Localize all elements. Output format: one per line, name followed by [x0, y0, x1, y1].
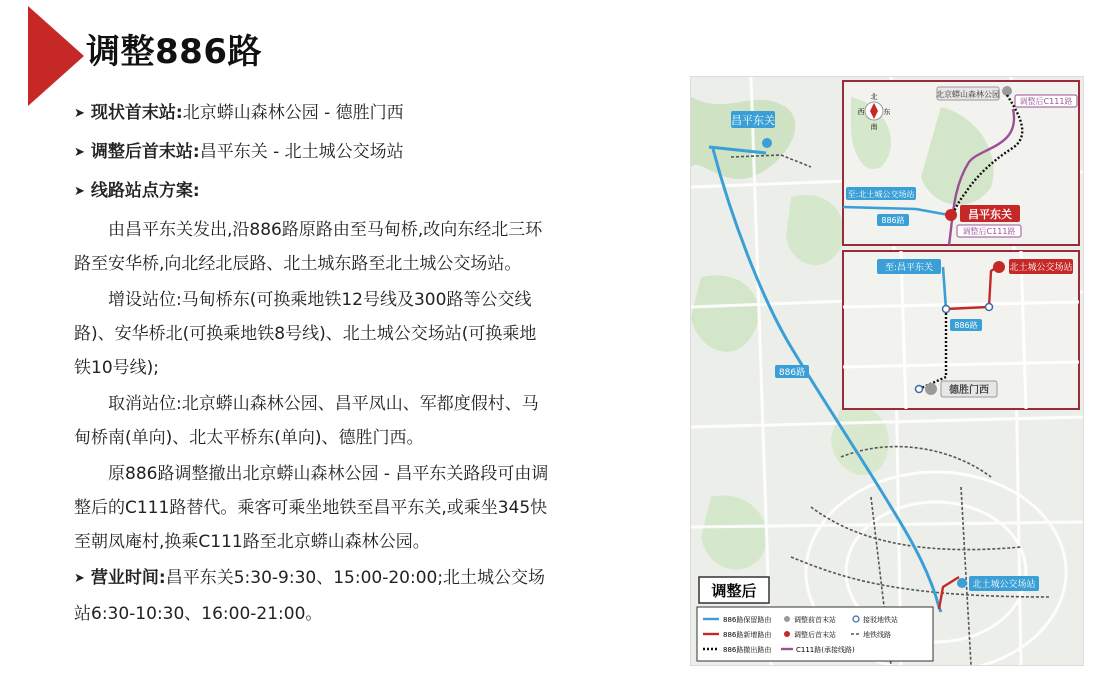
- operating-hours: [74, 561, 549, 631]
- bullet-arrow-icon: ➤: [74, 145, 85, 160]
- adjusted-terminals: [74, 135, 549, 171]
- title-accent-triangle: [28, 6, 84, 106]
- inset2-old-terminal-label: 德胜门西: [949, 385, 989, 396]
- old-terminal-marker: [1002, 86, 1012, 96]
- current-terminals-value: 北京蟒山森林公园 - 德胜门西: [182, 103, 404, 123]
- route-plan-paragraph-added-stops: 增设站位:马甸桥东(可换乘地铁12号线及300路等公交线路)、安华桥北(可换乘地铁8号线)、北土城公交场站(可换乘地铁10号线);: [74, 290, 537, 378]
- operating-hours-label: 营业时间:: [90, 568, 166, 588]
- inset1-c111-top-label: 调整后C111路: [1019, 97, 1073, 106]
- legend-new-terminal: 调整后首末站: [794, 631, 836, 639]
- end-station-label: 北土城公交场站: [972, 580, 1036, 590]
- compass-west: 西: [857, 108, 865, 116]
- current-terminals: [74, 96, 549, 132]
- inset-map-changping: [843, 81, 1079, 245]
- inset2-route-label: 886路: [954, 321, 978, 330]
- inset1-old-terminal-label: 北京蟒山森林公园: [936, 90, 1000, 99]
- start-station-label: 昌平东关: [731, 114, 775, 127]
- route-plan-heading: [74, 174, 549, 210]
- operating-hours-value: 昌平东关5:30-9:30、15:00-20:00;北土城公交场站6:30-10:30、16:00-21:00。: [74, 568, 546, 624]
- inset1-c111-bottom-label: 调整后C111路: [962, 227, 1016, 236]
- bullet-arrow-icon: ➤: [74, 571, 85, 586]
- inset1-route-label: 886路: [881, 216, 905, 225]
- current-terminals-label: 现状首末站:: [90, 103, 183, 123]
- route-label: 886路: [778, 368, 806, 378]
- legend-transfer: 接驳地铁站: [863, 616, 898, 624]
- legend-c111: C111路(承接线路): [796, 646, 855, 654]
- inset-map-beitucheng: [843, 251, 1079, 409]
- legend-removed: 886路撤出路由: [723, 646, 772, 654]
- legend-subway: 地铁线路: [863, 631, 891, 639]
- route-plan-paragraph-replacement: 原886路调整撤出北京蟒山森林公园 - 昌平东关路段可由调整后的C111路替代。乘客可乘坐地铁至昌平东关,或乘坐345快至朝凤庵村,换乘C111路至北京蟒山森林公园。: [74, 464, 549, 552]
- adjusted-terminals-value: 昌平东关 - 北土城公交场站: [199, 142, 404, 162]
- legend-old-terminal: 调整前首末站: [794, 616, 836, 624]
- legend-new-route: 886路新增路由: [723, 631, 772, 639]
- end-station-marker: [957, 578, 967, 588]
- compass-south: 南: [870, 123, 878, 131]
- bullet-arrow-icon: ➤: [74, 106, 85, 121]
- inset1-new-terminal-label: 昌平东关: [968, 208, 1012, 221]
- route-plan-label: 线路站点方案:: [90, 181, 200, 201]
- inset2-to-changping: 至:昌平东关: [884, 263, 934, 273]
- route-plan-paragraph-removed-stops: 取消站位:北京蟒山森林公园、昌平凤山、军都度假村、马甸桥南(单向)、北太平桥东(单向)、德胜门西。: [74, 394, 539, 448]
- route-map: [690, 76, 1084, 666]
- compass-north: 北: [870, 93, 878, 101]
- inset1-to-beitucheng: 至:北土城公交场站: [847, 190, 915, 199]
- map-legend: [697, 607, 933, 661]
- compass-east: 东: [883, 108, 891, 116]
- legend-retained: 886路保留路由: [723, 616, 772, 624]
- inset2-new-terminal-label: 北土城公交场站: [1009, 263, 1073, 273]
- bullet-arrow-icon: ➤: [74, 184, 85, 199]
- route-plan-paragraph-route: 由昌平东关发出,沿886路原路由至马甸桥,改向东经北三环路至安华桥,向北经北辰路、北土城东路至北土城公交场站。: [74, 220, 543, 274]
- route-description: [74, 96, 549, 634]
- new-terminal-marker: [945, 209, 957, 221]
- page-title: 调整886路: [86, 32, 262, 72]
- adjusted-badge-label: 调整后: [711, 582, 757, 600]
- route-map-svg: [691, 77, 1083, 665]
- adjusted-terminals-label: 调整后首末站:: [90, 142, 200, 162]
- start-station-marker: [762, 138, 772, 148]
